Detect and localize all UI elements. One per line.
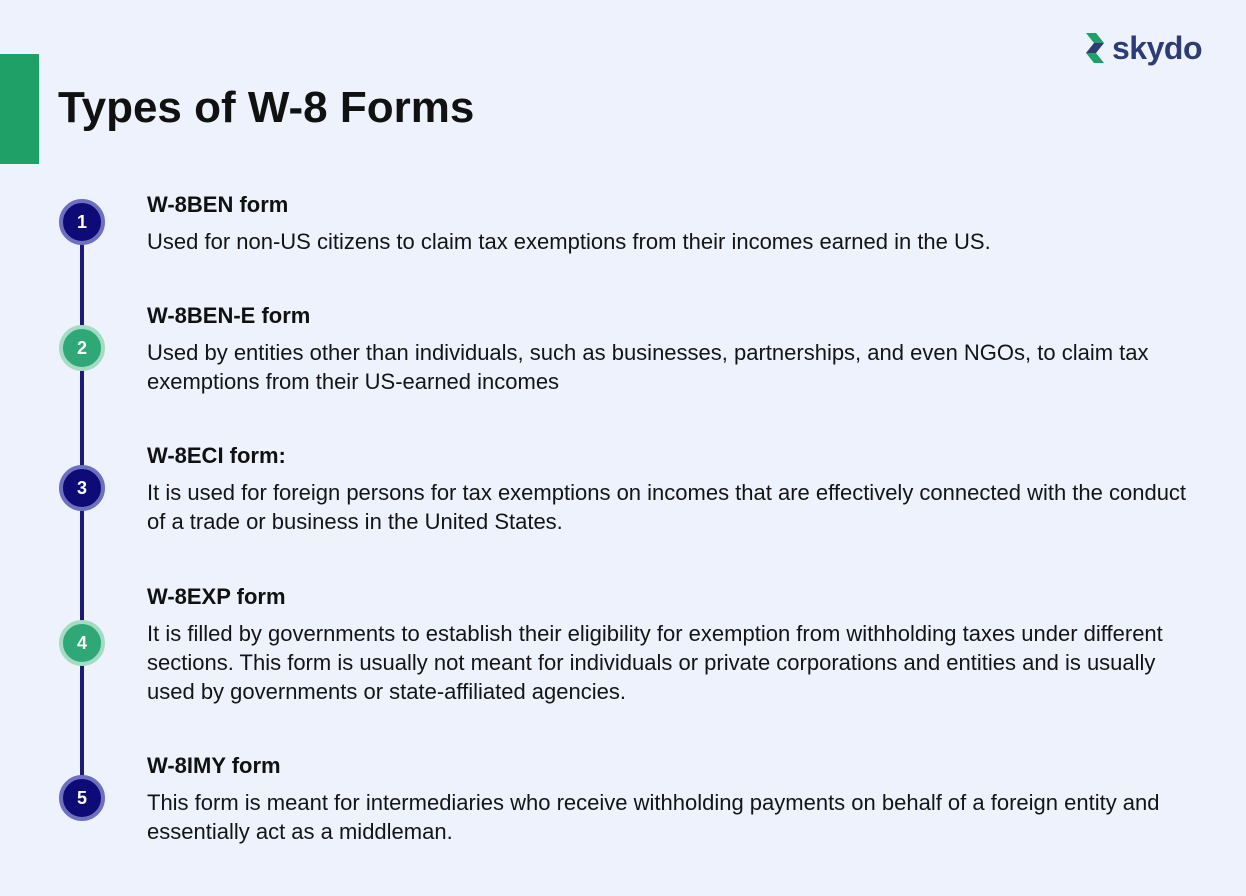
- step-3-badge: 3: [59, 465, 105, 511]
- step-1-badge: 1: [59, 199, 105, 245]
- form-item-description: Used by entities other than individuals, such as businesses, partnerships, and even NGOs, to claim tax exemptions from their US-earned incomes: [147, 340, 1149, 394]
- skydo-logo-icon: [1084, 31, 1108, 65]
- form-item-description: Used for non-US citizens to claim tax exemptions from their incomes earned in the US.: [147, 229, 991, 254]
- skydo-logo: [1084, 30, 1202, 66]
- form-item-title: W-8ECI form:: [147, 443, 286, 468]
- step-5-badge: 5: [59, 775, 105, 821]
- step-4-badge: 4: [59, 620, 105, 666]
- form-item-w8imy: [147, 752, 1207, 846]
- step-2-badge: 2: [59, 325, 105, 371]
- timeline-line: [80, 222, 84, 800]
- form-item-description: It is used for foreign persons for tax exemptions on incomes that are effectively connected with the conduct of a trade or business in the United States.: [147, 480, 1187, 534]
- title-accent-bar: [0, 54, 39, 164]
- form-item-title: W-8BEN form: [147, 192, 289, 217]
- skydo-logo-text: skydo: [1112, 30, 1202, 66]
- form-item-description: This form is meant for intermediaries who receive withholding payments on behalf of a foreign entity and essentially act as a middleman.: [147, 790, 1160, 844]
- form-item-w8exp: [147, 583, 1207, 706]
- form-item-w8eci: [147, 442, 1207, 536]
- form-item-description: It is filled by governments to establish their eligibility for exemption from withholding taxes under different sections. This form is usually not meant for individuals or private corporations and entities and is usually used by governments or state-affiliated agencies.: [147, 621, 1163, 704]
- form-item-w8ben: [147, 191, 1207, 256]
- form-item-title: W-8BEN-E form: [147, 303, 311, 328]
- form-item-w8ben-e: [147, 302, 1207, 396]
- form-item-title: W-8EXP form: [147, 584, 286, 609]
- form-item-title: W-8IMY form: [147, 753, 281, 778]
- page-title: Types of W-8 Forms: [58, 83, 475, 132]
